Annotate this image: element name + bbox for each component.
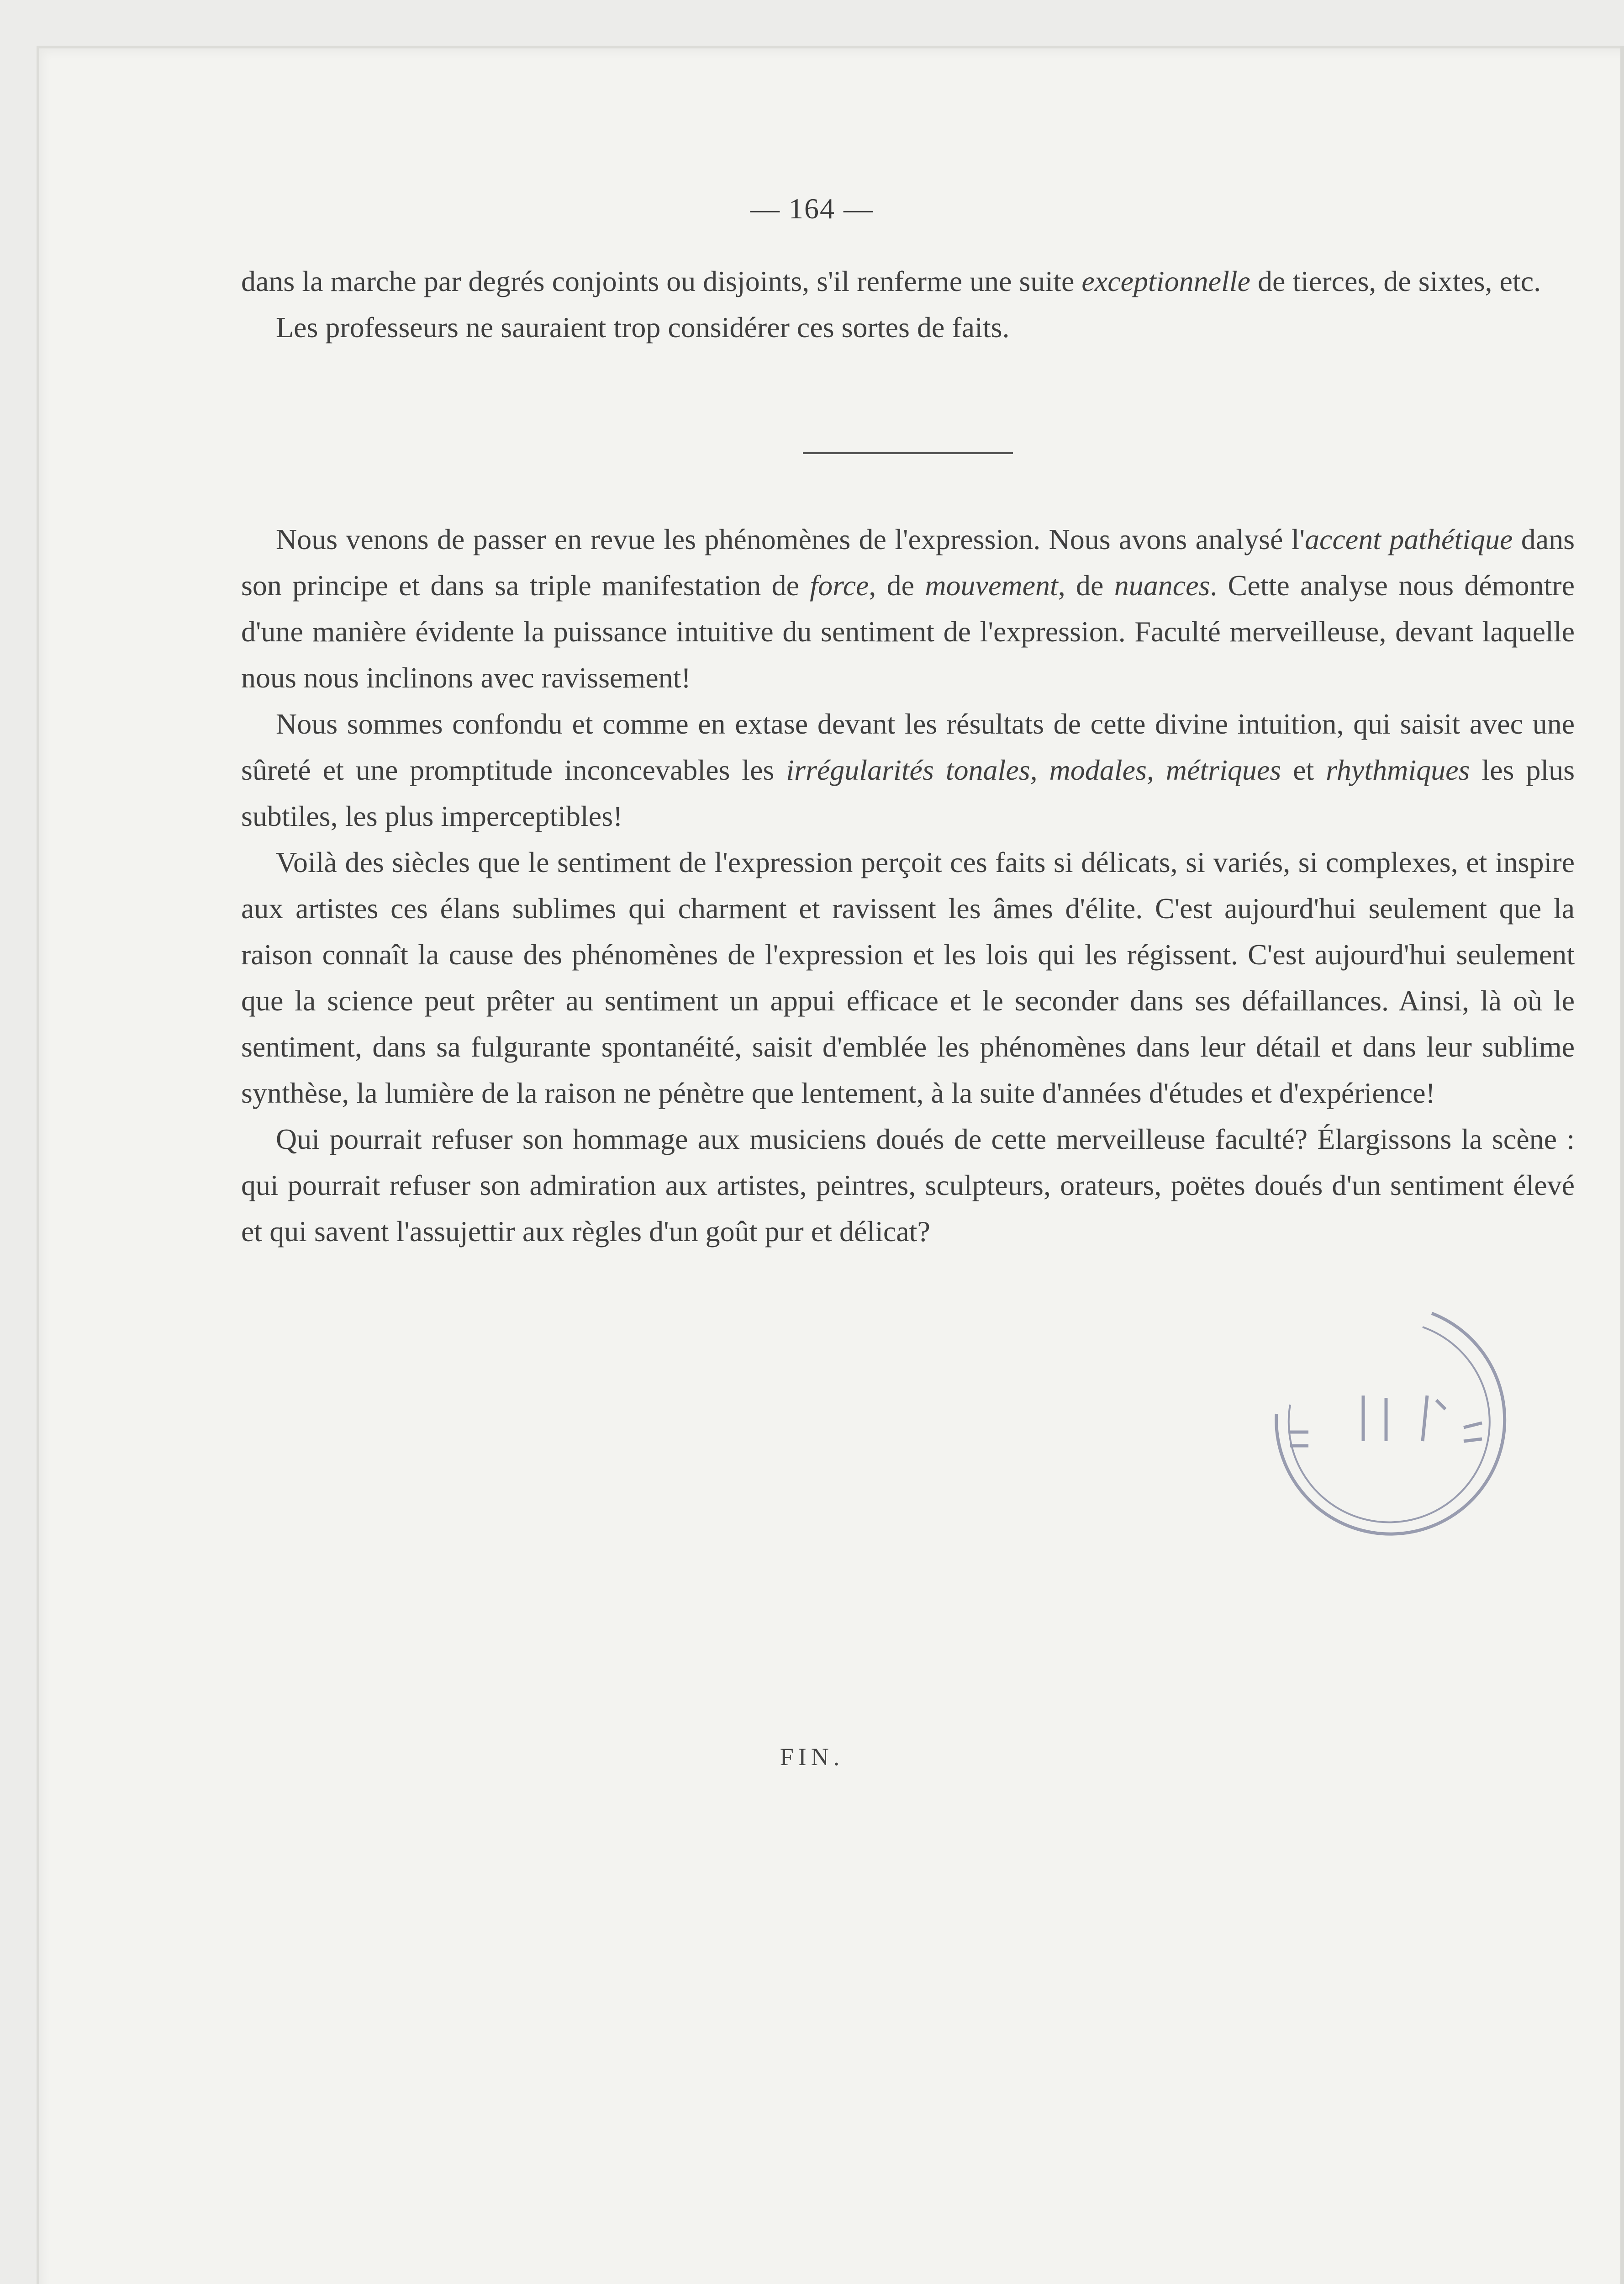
main-text-block [241, 516, 1575, 1254]
page-number: — 164 — [750, 192, 874, 225]
paragraph [241, 701, 1575, 839]
text-run: dans son principe et dans sa triple manifestation de [241, 523, 1575, 602]
italic-term: accent pathétique [1304, 523, 1513, 555]
paragraph-continuation [241, 258, 1575, 304]
top-text-block [241, 258, 1575, 350]
text-run: de tierces, de sixtes, etc. [1250, 265, 1541, 297]
text-run: les plus subtiles, les plus imperceptibles! [241, 754, 1575, 832]
italic-term: nuances [1114, 569, 1210, 602]
text-run: Nous venons de passer en revue les phénomènes de l'expression. Nous avons analysé l' [276, 523, 1305, 555]
text-run: . Cette analyse nous démontre d'une manière évidente la puissance intuitive du sentiment de l'expression. Faculté merveilleuse, devant laquelle nous nous inclinons avec ravissement! [241, 569, 1575, 694]
italic-term: rhythmiques [1326, 754, 1470, 786]
library-stamp [1249, 1295, 1532, 1574]
text-run: Nous sommes confondu et comme en extase devant les résultats de cette divine intuition, qui saisit avec une sûreté et une promptitude inconcevables les [241, 708, 1575, 786]
text-run: , de [869, 569, 925, 602]
section-divider [803, 452, 1013, 454]
italic-term: force [810, 569, 869, 602]
italic-term: irrégularités tonales, modales, métriques [786, 754, 1281, 786]
text-run: dans la marche par degrés conjoints ou disjoints, s'il renferme une suite [241, 265, 1082, 297]
italic-term: mouvement [925, 569, 1058, 602]
paragraph: Qui pourrait refuser son hommage aux musiciens doués de cette merveilleuse faculté? Élargissons la scène : qui pourrait refuser son admiration aux artistes, peintres, sculpteurs, orateurs, poëtes doués d'un sentiment élevé et qui savent l'assujettir aux règles d'un goût pur et délicat? [241, 1123, 1575, 1248]
fin-marker: FIN. [780, 1743, 844, 1771]
paragraph: Voilà des siècles que le sentiment de l'expression perçoit ces faits si délicats, si variés, si complexes, et inspire aux artistes ces élans sublimes qui charment et ravissent les âmes d'élite. C'est aujourd'hui seulement que la raison connaît la cause des phénomènes de l'expression et les lois qui les régissent. C'est aujourd'hui seulement que la science peut prêter au sentiment un appui efficace et le seconder dans ses défaillances. Ainsi, là où le sentiment, dans sa fulgurante spontanéité, saisit d'emblée les phénomènes dans leur détail et dans leur sublime synthèse, la lumière de la raison ne pénètre que lentement, à la suite d'années d'études et d'expérience! [241, 846, 1575, 1109]
paragraph [241, 516, 1575, 701]
text-run: et [1281, 754, 1326, 786]
italic-term: exceptionnelle [1081, 265, 1250, 297]
page-edge-right [1620, 46, 1624, 2284]
text-run: , de [1058, 569, 1114, 602]
paragraph: Les professeurs ne sauraient trop considérer ces sortes de faits. [276, 311, 1010, 344]
